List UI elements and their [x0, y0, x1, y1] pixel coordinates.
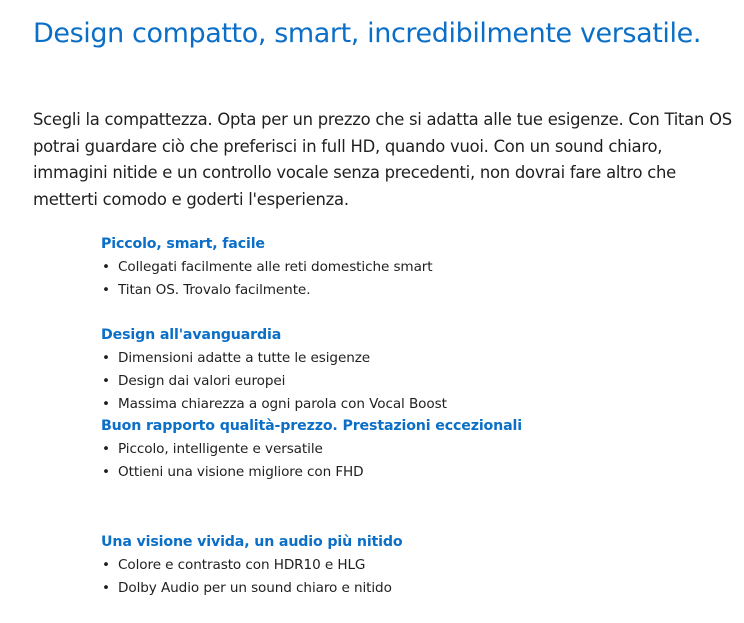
feature-list-item — [101, 461, 721, 484]
bullet-icon: • — [102, 372, 110, 389]
feature-list-item — [101, 256, 721, 279]
feature-list — [101, 256, 721, 302]
feature-list-item — [101, 577, 721, 600]
feature-list-item — [101, 393, 721, 416]
feature-list-item — [101, 554, 721, 577]
bullet-icon: • — [102, 259, 110, 275]
feature-list — [101, 554, 721, 600]
feature-item-text: Piccolo, intelligente e versatile — [118, 441, 323, 457]
feature-list-item — [101, 370, 721, 393]
feature-list — [101, 438, 721, 484]
feature-item-text: Titan OS. Trovalo facilmente. — [118, 281, 311, 298]
page-title: Design compatto, smart, incredibilmente versatile. — [33, 18, 702, 49]
intro-paragraph: Scegli la compattezza. Opta per un prezzo che si adatta alle tue esigenze. Con Titan OS potrai guardare ciò che preferisci in full HD, quando vuoi. Con un sound chiaro, immagini nitide e un controllo vocale senza precedenti, non dovrai fare altro che metterti comodo e goderti l'esperienza. — [33, 110, 732, 209]
feature-list-item — [101, 438, 721, 461]
bullet-icon: • — [102, 463, 110, 480]
feature-section-piccolo-smart — [101, 234, 721, 325]
feature-sections — [101, 234, 721, 623]
feature-section-vision-audio — [101, 532, 721, 623]
feature-item-text: Massima chiarezza a ogni parola con Vocal Boost — [118, 395, 447, 412]
feature-item-text: Ottieni una visione migliore con FHD — [118, 463, 364, 480]
bullet-icon: • — [102, 579, 110, 596]
feature-heading: Piccolo, smart, facile — [101, 236, 265, 252]
feature-item-text: Design dai valori europei — [118, 372, 286, 389]
feature-list — [101, 347, 721, 415]
feature-section-value — [101, 416, 721, 532]
feature-item-text: Dimensioni adatte a tutte le esigenze — [118, 350, 371, 366]
feature-section-design — [101, 325, 721, 416]
feature-heading: Design all'avanguardia — [101, 327, 282, 343]
feature-list-item — [101, 279, 721, 302]
feature-item-text: Colore e contrasto con HDR10 e HLG — [118, 557, 366, 573]
feature-heading: Buon rapporto qualità-prezzo. Prestazioni eccezionali — [101, 418, 522, 434]
bullet-icon: • — [102, 441, 110, 457]
feature-item-text: Collegati facilmente alle reti domestiche smart — [118, 259, 433, 275]
bullet-icon: • — [102, 281, 110, 298]
feature-heading: Una visione vivida, un audio più nitido — [101, 534, 403, 550]
feature-list-item — [101, 347, 721, 370]
bullet-icon: • — [102, 395, 110, 412]
bullet-icon: • — [102, 350, 110, 366]
bullet-icon: • — [102, 557, 110, 573]
feature-item-text: Dolby Audio per un sound chiaro e nitido — [118, 579, 392, 596]
